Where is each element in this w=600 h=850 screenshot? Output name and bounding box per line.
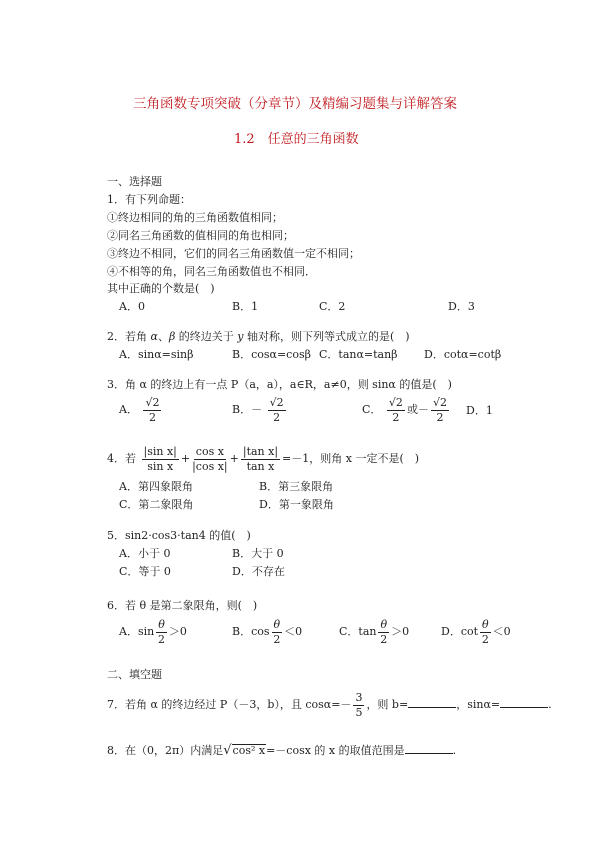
q3-b-label: B．－ <box>232 403 263 417</box>
q7-blank-b <box>408 707 456 708</box>
q2-beta: β <box>168 330 176 343</box>
q3-b-num: √2 <box>269 396 284 409</box>
q2-option-d: D．cotα=cotβ <box>424 348 502 361</box>
q6-c-num: θ <box>380 618 388 631</box>
q4-f3-num: |tan x| <box>242 445 279 458</box>
q4-f3-den: tan x <box>246 459 275 473</box>
q1-option-a: A．0 <box>119 300 145 313</box>
q3-a-label: A． <box>119 403 138 417</box>
section-choice-heading: 一、选择题 <box>107 175 162 188</box>
q3-c-label: C． <box>362 403 382 417</box>
q8-pre: 8．在（0，2π）内满足 <box>107 744 224 757</box>
q2-stem-a: 2．若角 <box>107 330 147 343</box>
q7-end: . <box>548 698 552 712</box>
question-7 <box>107 692 552 718</box>
q8-mid: =－cosx 的 x 的取值范围是 <box>266 744 405 757</box>
q4-option-a: A．第四象限角 <box>119 480 193 493</box>
q6-c-frac <box>378 619 389 645</box>
q7-frac <box>353 692 364 718</box>
question-8 <box>107 744 456 757</box>
q3-option-d: D．1 <box>466 404 493 417</box>
q2-y: y <box>237 330 244 343</box>
q2-stem-c: 轴对称，则下列等式成立的是( ) <box>247 330 410 343</box>
q6-option-a <box>119 619 187 645</box>
q5-option-d: D．不存在 <box>232 565 285 578</box>
q4-f2-num: cos x <box>195 445 224 458</box>
q4-option-d: D．第一象限角 <box>259 498 334 511</box>
q8-radicand: cos² x <box>232 744 266 757</box>
q6-b-frac <box>272 619 283 645</box>
q7-num: 3 <box>355 691 363 704</box>
q6-a-frac <box>156 619 167 645</box>
q4-frac-2 <box>192 446 228 472</box>
q2-stem-b: 的终边关于 <box>178 330 234 343</box>
q6-c-post: ＞0 <box>391 625 410 639</box>
q5-stem: 5．sin2·cos3·tan4 的值( ) <box>107 529 251 542</box>
q2-option-c: C．tanα=tanβ <box>319 348 398 361</box>
q1-stem: 1．有下列命题： <box>107 193 191 206</box>
q6-option-d <box>441 619 511 645</box>
q3-a-num: √2 <box>145 396 160 409</box>
q1-item-4: ④不相等的角，同名三角函数值也不相同． <box>107 265 316 278</box>
q3-stem: 3．角 α 的终边上有一点 P（a，a），a∈R，a≠0，则 sinα 的值是( ) <box>107 378 452 391</box>
q1-option-d: D．3 <box>448 300 475 313</box>
q3-b-den: 2 <box>273 410 281 424</box>
q6-option-c <box>339 619 409 645</box>
q6-d-frac <box>480 619 491 645</box>
q3-a-frac <box>143 397 161 423</box>
q3-option-a <box>119 397 163 423</box>
q6-d-pre: D．cot <box>441 625 479 639</box>
q6-c-pre: C．tan <box>339 625 377 639</box>
q4-post: =－1，则角 x 一定不是( ) <box>282 452 420 466</box>
q1-option-b: B．1 <box>232 300 259 313</box>
q7-blank-sin <box>500 707 548 708</box>
section-fill-heading: 二、填空题 <box>107 668 162 681</box>
q3-b-frac <box>268 397 286 423</box>
q4-pre: 4．若 <box>107 452 136 466</box>
q6-d-num: θ <box>482 618 489 631</box>
q4-frac-1 <box>142 446 179 472</box>
q3-c-den1: 2 <box>392 410 400 424</box>
q4-frac-3 <box>241 446 280 472</box>
q6-d-post: ＜0 <box>492 625 511 639</box>
q1-item-2: ②同名三角函数的值相同的角也相同； <box>107 229 294 242</box>
q1-option-c: C．2 <box>319 300 346 313</box>
q3-c-frac2 <box>431 397 449 423</box>
q6-stem: 6．若 θ 是第二象限角，则( ) <box>107 599 258 612</box>
q5-option-c: C．等于 0 <box>119 565 171 578</box>
q4-plus-1: + <box>180 452 191 466</box>
q3-c-frac1 <box>387 397 405 423</box>
q7-pre: 7．若角 α 的终边经过 P（－3，b），且 cosα=－ <box>107 698 352 712</box>
q6-d-den: 2 <box>481 632 489 646</box>
q6-option-b <box>232 619 302 645</box>
q7-den: 5 <box>355 705 363 719</box>
q4-f1-num: |sin x| <box>143 445 177 458</box>
q4-option-b: B．第三象限角 <box>259 480 334 493</box>
q4-option-c: C．第二象限角 <box>119 498 194 511</box>
section-subtitle: 1.2 任意的三角函数 <box>234 132 359 147</box>
q7-mid: ，则 b= <box>366 698 409 712</box>
q8-end: . <box>452 744 457 757</box>
radical-sign-icon: √ <box>223 743 232 758</box>
q3-c-num1: √2 <box>388 396 403 409</box>
q2-stem <box>107 331 410 342</box>
q6-a-post: ＞0 <box>168 625 187 639</box>
q6-a-den: 2 <box>158 632 166 646</box>
q3-a-den: 2 <box>148 410 156 424</box>
q1-item-1: ①终边相同的角的三角函数值相同； <box>107 211 283 224</box>
q7-sin: ，sinα= <box>456 698 501 712</box>
q3-option-b <box>232 397 288 423</box>
q4-plus-2: + <box>229 452 239 466</box>
q2-sep: 、 <box>157 330 169 343</box>
q6-b-num: θ <box>273 618 281 631</box>
q6-c-den: 2 <box>380 632 388 646</box>
q6-a-pre: A．sin <box>119 625 155 639</box>
q5-option-b: B．大于 0 <box>232 547 284 560</box>
q1-item-3: ③终边不相同，它们的同名三角函数值一定不相同； <box>107 247 360 260</box>
q3-option-c <box>362 397 451 423</box>
q4-f1-den: sin x <box>147 459 174 473</box>
q6-b-den: 2 <box>273 632 281 646</box>
q2-alpha: α <box>150 330 158 343</box>
q2-option-b: B．cosα=cosβ <box>232 348 311 361</box>
q3-c-den2: 2 <box>436 410 444 424</box>
q8-blank <box>405 753 453 754</box>
q1-ask: 其中正确的个数是( ) <box>107 282 215 295</box>
q3-c-or: 或－ <box>406 403 429 417</box>
q4-stem <box>107 446 419 472</box>
q6-a-num: θ <box>158 618 165 631</box>
page-title: 三角函数专项突破（分章节）及精编习题集与详解答案 <box>133 96 457 112</box>
q5-option-a: A．小于 0 <box>119 547 171 560</box>
q2-option-a: A．sinα=sinβ <box>119 348 194 361</box>
q6-b-pre: B．cos <box>232 625 270 639</box>
q4-f2-den: |cos x| <box>192 459 228 473</box>
q6-b-post: ＜0 <box>284 625 303 639</box>
q3-c-num2: √2 <box>432 396 447 409</box>
